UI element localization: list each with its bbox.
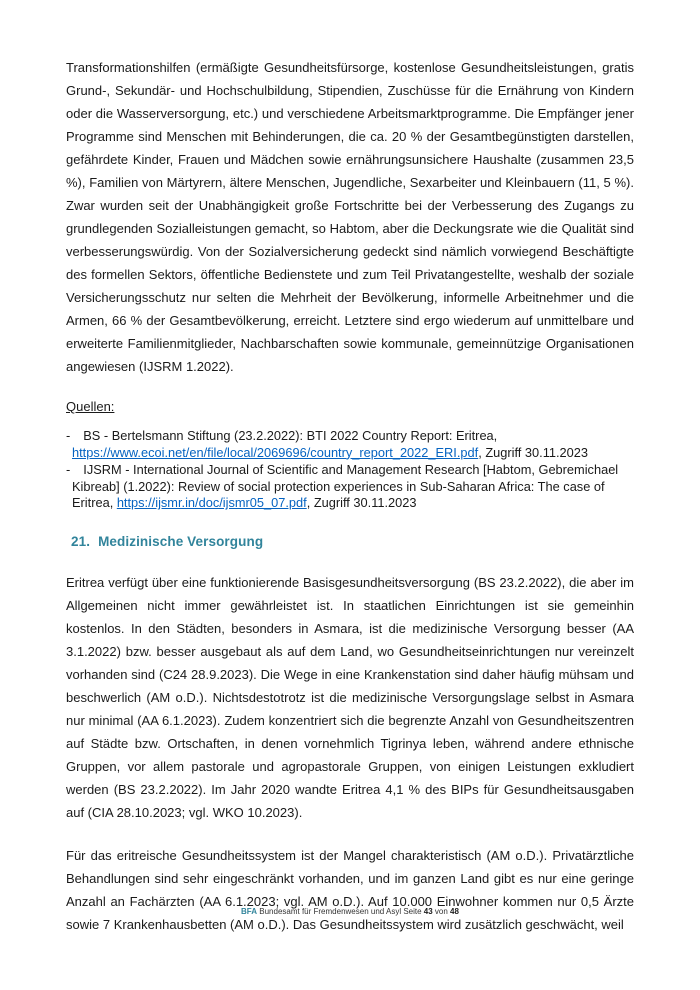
list-dash: - (66, 428, 71, 443)
source-text: , Zugriff 30.11.2023 (478, 444, 589, 460)
paragraph-medical-care: Eritrea verfügt über eine funktionierende Basisgesundheitsversorgung (BS 23.2.2022), die aber im Allgemeinen nicht immer gewährleistet ist. In staatlichen Einrichtungen ist sie gemeinhin kostenlos. In den Städten, besonders in Asmara, ist die medizinische Versorgung besser (AA 3.1.2022) bzw. besser ausgebaut als auf dem Land, wo Gesundheitseinrichtungen nur vereinzelt vorhanden sind (C24 28.9.2023). Die Wege in eine Krankenstation sind daher häufig mühsam und beschwerlich (AM o.D.). Nichtsdestotrotz ist die medizinische Versorgungslage selbst in Asmara nur minimal (AA 6.1.2023). Zudem konzentriert sich die begrenzte Anzahl von Gesundheitszentren auf Städte bzw. Ortschaften, in denen vornehmlich Tigrinya leben, während andere ethnische Gruppen, vor allem pastorale und agropastorale Gruppen, von einigen Leistungen exkludiert werden (BS 23.2.2022). Im Jahr 2020 wandte Eritrea 4,1 % des BIPs für Gesundheitsausgaben auf (CIA 28.10.2023; vgl. WKO 10.2023). (66, 574, 634, 820)
footer-von-text: von (432, 907, 451, 916)
footer-total-pages: 48 (450, 907, 459, 916)
footer-org-text: Bundesamt für Fremdenwesen und Asyl Seite (257, 907, 424, 916)
source-link[interactable]: https://www.ecoi.net/en/file/local/2069696/country_report_2022_ERI.pdf (72, 444, 479, 460)
section-heading (66, 534, 634, 549)
section-number: 21. (71, 533, 91, 549)
source-text: IJSRM - International Journal of Scientific and Management Research [Habtom, Gebremichael Kibreab] (1.2022): Review of social protection experiences in Sub-Saharan Africa: The case of Eritrea, (72, 462, 619, 510)
sources-label: Quellen: (66, 399, 115, 414)
section-title: Medizinische Versorgung (98, 533, 264, 549)
page-footer (0, 906, 700, 918)
source-item (66, 428, 634, 461)
source-text: , Zugriff 30.11.2023 (306, 495, 417, 510)
paragraph-social-protection: Transformationshilfen (ermäßigte Gesundheitsfürsorge, kostenlose Gesundheitsleistungen, gratis Grund-, Sekundär- und Hochschulbildung, Stipendien, Zuschüsse für die Ernährung von Kindern oder die Wasserversorgung, etc.) und verschiedene Arbeitsmarktprogramme. Die Empfänger jener Programme sind Menschen mit Behinderungen, die ca. 20 % der Gesamtbegünstigten darstellen, gefährdete Kinder, Frauen und Mädchen sowie ernährungsunsichere Haushalte (zusammen 23,5 %), Familien von Märtyrern, ältere Menschen, Jugendliche, Sexarbeiter und Kleinbauern (11, 5 %). Zwar wurden seit der Unabhängigkeit große Fortschritte bei der Verbesserung des Zugangs zu grundlegenden Sozialleistungen gemacht, so Habtom, aber die Deckungsrate wie die Qualität sind verbesserungswürdig. Von der Sozialversicherung gedeckt sind nämlich vorwiegend Beschäftigte des formellen Sektors, öffentliche Bedienstete und zum Teil Privatangestellte, weshalb der soziale Versicherungsschutz nur selten die Mehrheit der Bevölkerung, informelle Arbeitnehmer und die Armen, 66 % der Gesamtbevölkerung, erreicht. Letztere sind ergo wiederum auf unmittelbare und erweiterte Familienmitglieder, Nachbarschaften sowie kommunale, gemeinnützige Organisationen angewiesen (IJSRM 1.2022). (66, 60, 634, 374)
sources-list (66, 428, 634, 512)
source-text: BS - Bertelsmann Stiftung (23.2.2022): BTI 2022 Country Report: Eritrea, (83, 428, 498, 443)
footer-page-number: 43 (423, 907, 433, 916)
paragraph-health-system: Für das eritreische Gesundheitssystem ist der Mangel charakteristisch (AM o.D.). Privatärztliche Behandlungen sind sehr eingeschränkt vorhanden, und im ganzen Land gibt es nur eine geringe Anzahl an Fachärzten (AA 6.1.2023; vgl. AM o.D.). Auf 10.000 Einwohner kommen nur 0,5 Ärzte sowie 7 Krankenhausbetten (AM o.D.). Das Gesundheitssystem wird zusätzlich geschwächt, weil (66, 847, 634, 932)
footer-bfa-logo-text: BFA (241, 907, 258, 916)
source-item (66, 462, 634, 512)
source-link[interactable]: https://ijsmr.in/doc/ijsmr05_07.pdf (116, 495, 307, 510)
list-dash: - (66, 462, 71, 477)
